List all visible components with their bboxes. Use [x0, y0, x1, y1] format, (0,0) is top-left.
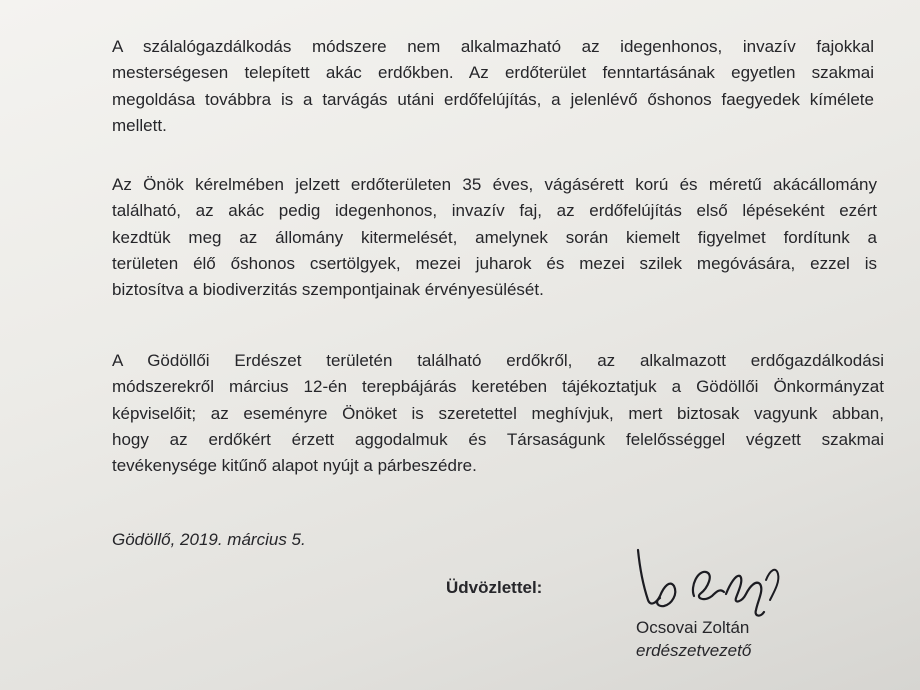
cropped-header-mark	[690, 0, 750, 2]
text-line: mesterségesen telepített akác erdőkben. Az erdőterület fenntartásának egyetlen szakmai	[112, 63, 874, 83]
text-line: található, az akác pedig idegenhonos, invazív faj, az erdőfelújítás első lépéseként ezért	[112, 201, 877, 221]
text-line: kezdtük meg az állomány kitermelését, amelynek során kiemelt figyelmet fordítunk a	[112, 227, 877, 247]
text-line: biztosítva a biodiverzitás szempontjainak érvényesülését.	[112, 280, 544, 300]
text-line: hogy az erdőkért érzett aggodalmuk és Társaságunk felelősséggel végzett szakmai	[112, 429, 884, 449]
closing-greeting: Üdvözlettel:	[446, 578, 543, 597]
paragraph-field-trip-invitation	[112, 348, 884, 479]
text-line: képviselőit; az eseményre Önöket is szeretettel meghívjuk, mert biztosak vagyunk abban,	[112, 403, 884, 423]
text-line: területen élő őshonos csertölgyek, mezei juharok és mezei szilek megóvására, ezzel is	[112, 253, 877, 273]
handwritten-signature	[620, 540, 790, 620]
paragraph-acacia-stand	[112, 172, 877, 303]
text-line: tevékenysége kitűnő alapot nyújt a párbeszédre.	[112, 456, 477, 476]
text-line: A szálalógazdálkodás módszere nem alkalmazható az idegenhonos, invazív fajokkal	[112, 37, 874, 56]
text-line: Az Önök kérelmében jelzett erdőterületen 35 éves, vágásérett korú és méretű akácállomány	[112, 175, 877, 194]
place-and-date: Gödöllő, 2019. március 5.	[112, 530, 306, 549]
text-line: módszerekről március 12-én terepbájárás keretében tájékoztatjuk a Gödöllői Önkormányzat	[112, 377, 884, 397]
text-line: megoldása továbbra is a tarvágás utáni erdőfelújítás, a jelenlévő őshonos faegyedek kímélete	[112, 89, 874, 109]
signer-title: erdészetvezető	[636, 641, 752, 660]
text-line: A Gödöllői Erdészet területén található erdőkről, az alkalmazott erdőgazdálkodási	[112, 351, 884, 370]
signer-name: Ocsovai Zoltán	[636, 618, 750, 637]
paragraph-selective-cutting	[112, 34, 874, 139]
text-line: mellett.	[112, 115, 167, 135]
